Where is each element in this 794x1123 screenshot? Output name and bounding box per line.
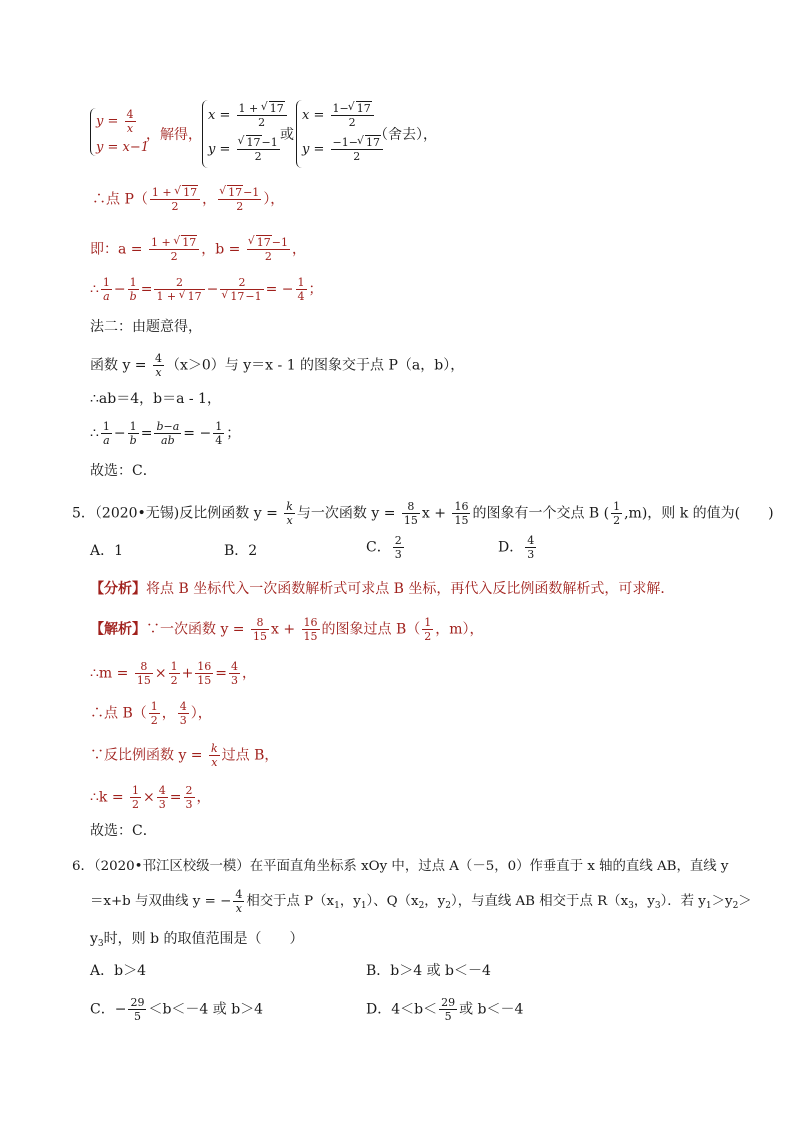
- line-ab: ∴ab＝4，b＝a - 1，: [90, 391, 221, 407]
- question-6-line-3: $y_3$时，则 b 的取值范围是（ ）: [90, 931, 304, 949]
- q5-solution-m: ∴m = $\frac{8}{15}$ × $\frac{1}{2}$ + $\frac{16}{15}$ = $\frac{4}{3}$ ，: [90, 660, 257, 687]
- line-a-b: 即：a = $\frac{1 + √ 17}{2}$ ，b = √ $\frac{17-1}{2}$ ，: [90, 236, 306, 263]
- q5-solution-inverse: ∵反比例函数 y = $\frac{k}{x}$ 过点 B，: [90, 742, 279, 769]
- system-row: y = x−1: [96, 140, 149, 155]
- system-row: y = √ $\frac{17-1}{2}$: [208, 136, 282, 163]
- question-6-line-1: 6．（2020•邗江区校级一模）在平面直角坐标系 xOy 中，过点 A（－5，0）作垂直于 x 轴的直线 AB，直线 y: [72, 859, 729, 874]
- equation-system-1: [90, 108, 150, 156]
- system-row: [96, 108, 138, 135]
- fraction: $\frac{4}{x}$: [126, 108, 134, 135]
- system-row: x = $\frac{1-√ 17}{2}$: [302, 102, 376, 129]
- q5-solution-point-b: ∴点 B（ $\frac{1}{2}$ ， $\frac{4}{3}$ ），: [90, 700, 212, 727]
- text-solve: ，解得，: [146, 127, 202, 143]
- q5-option-d: D． $\frac{4}{3}$: [498, 534, 535, 561]
- q6-option-b: B．b＞4 或 b＜－4: [366, 963, 491, 979]
- equation-system-2: [202, 100, 282, 168]
- q5-analysis: 【分析】将点 B 坐标代入一次函数解析式可求点 B 坐标，再代入反比例函数解析式，可求解．: [90, 581, 675, 597]
- line-calc-2: ∴ $\frac{1}{a}$ − $\frac{1}{b}$ = $\frac{b-a}{ab}$ = − $\frac{1}{4}$ ；: [90, 420, 241, 447]
- line-point-p: ∴点 P（ $\frac{1 + √ 17}{2}$ ， √ $\frac{17-1}{2}$ ），: [92, 186, 284, 213]
- answer-q5: 故选：C．: [90, 823, 157, 839]
- q6-option-c: C．− $\frac{29}{5}$ ＜b＜－4 或 b＞4: [90, 996, 264, 1023]
- q5-option-a: A．1: [90, 543, 124, 559]
- answer-q4: 故选：C．: [90, 463, 157, 479]
- text-or: 或: [280, 127, 294, 143]
- q6-option-a: A．b＞4: [90, 963, 146, 979]
- line-function: 函数 y = $\frac{4}{x}$ （x＞0）与 y＝x - 1 的图象交于点 P（a，b），: [90, 352, 465, 379]
- system-row: x = $\frac{1 + √ 17}{2}$: [208, 102, 289, 129]
- text-discard: （舍去），: [374, 127, 437, 143]
- system-row: y = $\frac{-1-√ 17}{2}$: [302, 136, 385, 163]
- question-6-line-2: ＝x+b 与双曲线 y = − $\frac{4}{x}$ 相交于点 $P(x_1$，$y_1$）、$Q(x_2$，$y_2$），与直线 AB 相交于点 $R(x_3$，$y_3$）．若 $y_1>y_2>$: [90, 888, 752, 915]
- q5-option-b: B．2: [224, 543, 258, 559]
- equation-system-3: [296, 100, 386, 168]
- question-5-stem: 5．（2020•无锡)反比例函数 y = $\frac{k}{x}$ 与一次函数 y = $\frac{8}{15}$ x + $\frac{16}{15}$ 的图象有一个交点 B ( $\frac{1}{2}$ ,m)，则 k 的值为( ): [72, 500, 774, 527]
- line-calc-1: ∴ $\frac{1}{a}$ − $\frac{1}{b}$ = $\frac{2}{1 + √ 17}$ − 2 √ 17−1 = − $\frac{1}{4}$ ；: [90, 276, 323, 303]
- q6-option-d: D．4＜b＜ $\frac{29}{5}$ 或 b＜－4: [366, 996, 524, 1023]
- q5-option-c: C． $\frac{2}{3}$: [366, 534, 402, 561]
- math-text: y =: [96, 114, 123, 129]
- method-two: 法二：由题意得，: [90, 319, 202, 335]
- q5-solution-line-1: 【解析】∵一次函数 y = $\frac{8}{15}$ x + $\frac{16}{15}$ 的图象过点 B（ $\frac{1}{2}$ ，m），: [90, 616, 484, 643]
- q5-solution-k: ∴k = $\frac{1}{2}$ × $\frac{4}{3}$ = $\frac{2}{3}$ ，: [90, 784, 211, 811]
